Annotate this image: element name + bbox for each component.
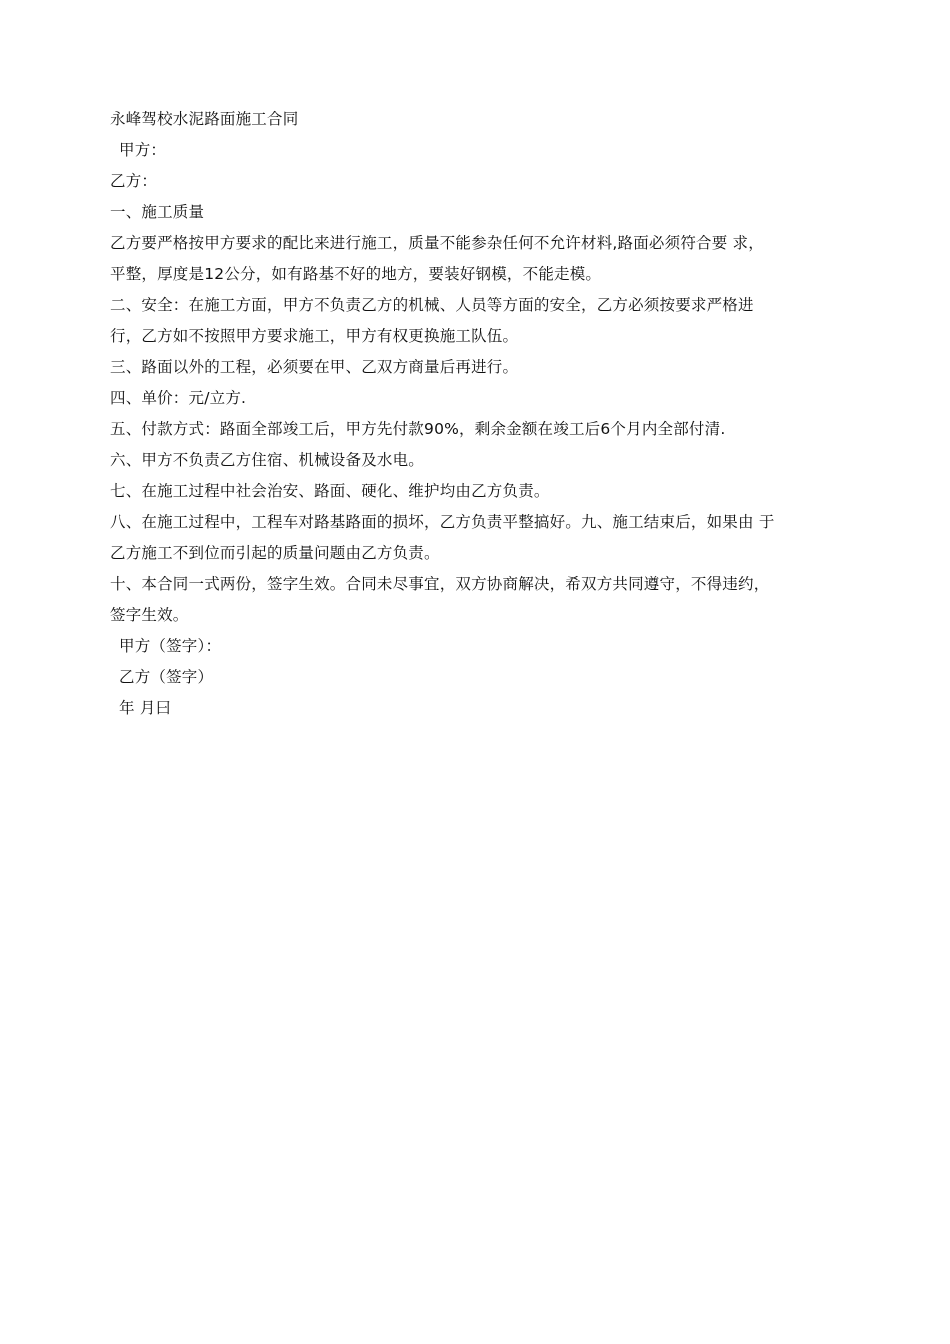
contract-body [110,104,835,724]
clause-line: 八、在施工过程中，工程车对路基路面的损坏，乙方负责平整搞好。九、施工结束后，如果由 于 [110,513,775,531]
signature-date: 年 月曰 [119,699,172,717]
clause-line: 一、施工质量 [110,203,205,221]
clause-line: 行，乙方如不按照甲方要求施工，甲方有权更换施工队伍。 [110,327,519,345]
signature-party-b: 乙方（签字） [119,668,214,686]
party-b-label: 乙方： [110,172,158,190]
clause-line: 四、单价：元/立方. [110,389,247,407]
clause-line: 六、甲方不负责乙方住宿、机械设备及水电。 [110,451,425,469]
clause-line: 乙方要严格按甲方要求的配比来进行施工，质量不能参杂任何不允许材料,路面必须符合要 求， [110,234,764,252]
clause-line: 乙方施工不到位而引起的质量问题由乙方负责。 [110,544,440,562]
clause-line: 五、付款方式：路面全部竣工后，甲方先付款90%，剩余金额在竣工后6个月内全部付清. [110,420,726,438]
clause-line: 三、路面以外的工程，必须要在甲、乙双方商量后再进行。 [110,358,519,376]
clause-line: 十、本合同一式两份，签字生效。合同未尽事宜，双方协商解决，希双方共同遵守，不得违约， [110,575,770,593]
document-title: 永峰驾校水泥路面施工合同 [110,110,299,128]
clause-line: 二、安全：在施工方面，甲方不负责乙方的机械、人员等方面的安全，乙方必须按要求严格进 [110,296,754,314]
clause-line: 签字生效。 [110,606,189,624]
signature-party-a: 甲方（签字）： [119,637,222,655]
clause-line: 七、在施工过程中社会治安、路面、硬化、维护均由乙方负责。 [110,482,550,500]
party-a-label: 甲方： [119,141,167,159]
clause-line: 平整，厚度是12公分，如有路基不好的地方，要装好钢模，不能走模。 [110,265,602,283]
